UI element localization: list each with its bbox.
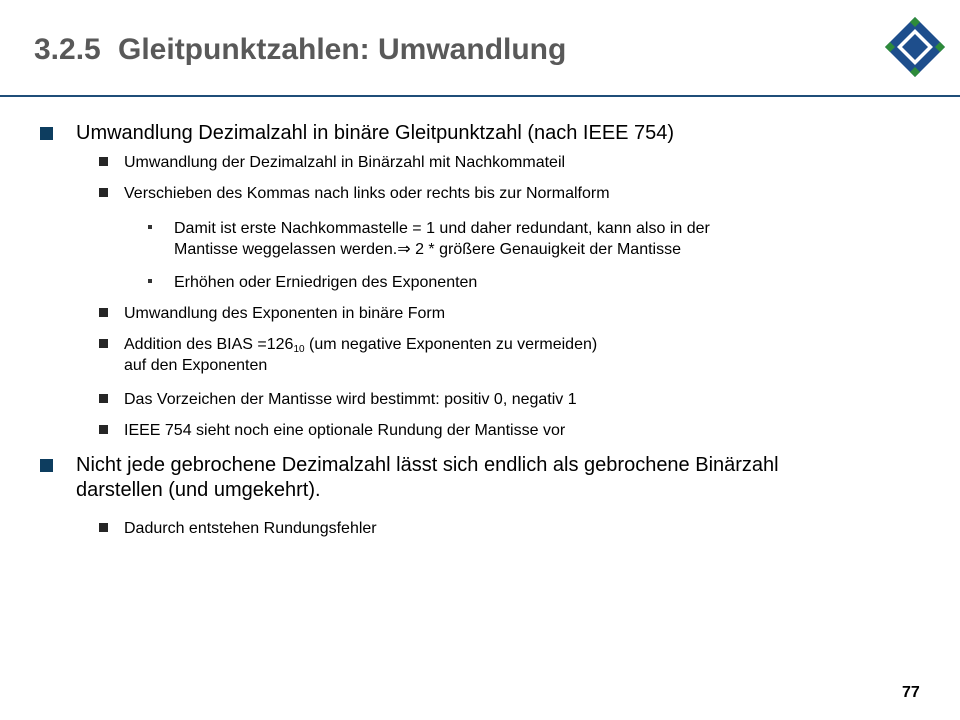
level2-bullet-icon (99, 308, 108, 317)
level2-bullet-icon (99, 394, 108, 403)
title-divider (0, 95, 960, 97)
logo-diamond-icon (884, 16, 946, 78)
level2-bullet-icon (99, 339, 108, 348)
bullet-not-representable-line1: Nicht jede gebrochene Dezimalzahl lässt sich endlich als gebrochene Binärzahl (76, 454, 779, 476)
bullet-rounding-option: IEEE 754 sieht noch eine optionale Rundung der Mantisse vor (124, 422, 566, 439)
title-number: 3.2.5 (34, 33, 101, 66)
page-number: 77 (902, 684, 920, 701)
level1-bullet-icon (40, 459, 53, 472)
slide-title (34, 33, 566, 67)
bullet-conversion: Umwandlung Dezimalzahl in binäre Gleitpunktzahl (nach IEEE 754) (76, 122, 675, 144)
level3-bullet-icon (148, 225, 152, 229)
level3-bullet-icon (148, 279, 152, 283)
bullet-exponent-binary: Umwandlung des Exponenten in binäre Form (124, 305, 446, 322)
bullet-decimal-to-binary: Umwandlung der Dezimalzahl in Binärzahl mit Nachkommateil (124, 154, 566, 171)
bullet-redundant-digit-line2: Mantisse weggelassen werden.⇒ 2 * größere Genauigkeit der Mantisse (174, 241, 681, 258)
level2-bullet-icon (99, 523, 108, 532)
bias-base-subscript: 10 (293, 344, 305, 355)
title-text: Gleitpunktzahlen: Umwandlung (118, 33, 567, 66)
level2-bullet-icon (99, 425, 108, 434)
bullet-not-representable (76, 453, 916, 503)
bullet-bias (124, 334, 597, 376)
level2-bullet-icon (99, 157, 108, 166)
level1-bullet-icon (40, 127, 53, 140)
bullet-not-representable-line2: darstellen (und umgekehrt). (76, 479, 321, 501)
bullet-rounding-errors: Dadurch entstehen Rundungsfehler (124, 520, 377, 537)
level2-bullet-icon (99, 188, 108, 197)
bullet-exponent-adjust: Erhöhen oder Erniedrigen des Exponenten (174, 274, 478, 291)
implies-arrow-icon: ⇒ (397, 241, 411, 258)
bullet-redundant-digit-line1: Damit ist erste Nachkommastelle = 1 und daher redundant, kann also in der (174, 220, 710, 237)
bullet-sign: Das Vorzeichen der Mantisse wird bestimmt: positiv 0, negativ 1 (124, 391, 577, 408)
bullet-bias-line1: Addition des BIAS $=126_{10}$ (um negative Exponenten zu vermeiden) (124, 336, 598, 355)
bullet-bias-line2: auf den Exponenten (124, 357, 268, 374)
bullet-redundant-digit (174, 218, 894, 260)
bullet-shift-comma: Verschieben des Kommas nach links oder rechts bis zur Normalform (124, 185, 610, 202)
